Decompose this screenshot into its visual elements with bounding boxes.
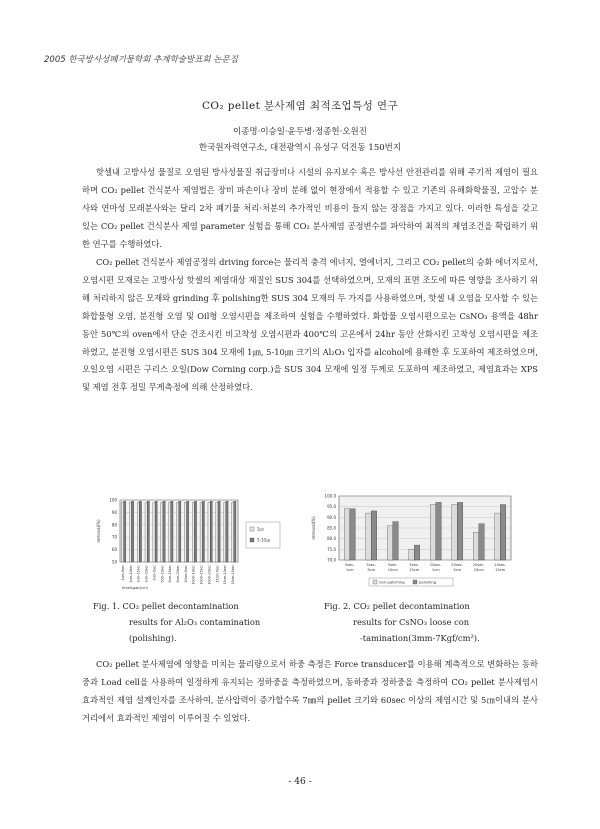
x-tick-label: 5cm-10sec bbox=[160, 565, 165, 583]
bar bbox=[129, 502, 131, 562]
x-tick-label: 15cm-5sec bbox=[215, 565, 220, 583]
x-tick-label: 5sec- bbox=[387, 563, 398, 567]
bar bbox=[179, 501, 181, 562]
x-tick-label: 10cm-10sec bbox=[191, 565, 196, 585]
x-tick-label: 20sec- bbox=[451, 563, 464, 567]
legend-swatch bbox=[250, 527, 254, 531]
bar bbox=[457, 502, 463, 560]
y-axis-label: removal(%) bbox=[96, 519, 101, 543]
bar bbox=[452, 505, 458, 560]
x-tick-label: 1cm-5sec bbox=[120, 565, 125, 581]
bar bbox=[430, 505, 436, 560]
fig2-caption-line2: results for CsNO₃ loose con bbox=[353, 617, 470, 627]
y-tick-label: 100 bbox=[109, 497, 117, 503]
x-tick-label: 20sec- bbox=[429, 563, 442, 567]
legend-label: non-polishing bbox=[379, 579, 405, 585]
x-tick-label: 15cm bbox=[409, 568, 420, 572]
legend-label: 5-10㎛ bbox=[257, 537, 271, 543]
legend-swatch bbox=[373, 580, 377, 584]
bar bbox=[137, 502, 139, 562]
bar bbox=[218, 501, 220, 562]
figure-2-svg bbox=[305, 490, 520, 595]
legend-label: 1㎛ bbox=[257, 526, 264, 532]
bar bbox=[184, 502, 186, 562]
bar bbox=[153, 502, 155, 562]
paragraph-results: CO₂ pellet 분사제염에 영향을 미치는 물리량으로서 하중 측정은 Force transducer를 이용해 계측적으로 변화하는 동하중과 Load cell을 사용하여 일정하게 유지되는 정하중을 측정하였으며, 동하중과 정하중을 측정하여 CO₂ pellet 분사제염시 효과적인 제염 설계인자를 조사하여, 분사압력이 증가할수록 7㎜의 pellet 크기와 60sec 이상의 제염시간 및 5㎝이내의 분사거리에서 효과적인 제염이 이루어질 수 있었다. bbox=[82, 659, 538, 723]
x-axis-label: time&gap(cm) bbox=[122, 586, 148, 590]
bar bbox=[200, 502, 202, 562]
fig1-caption-line2: results for Al₂O₃ contamination bbox=[129, 617, 261, 627]
bar bbox=[202, 501, 204, 562]
bar bbox=[232, 502, 234, 562]
paper-title: CO₂ pellet 분사제염 최적조업특성 연구 bbox=[201, 100, 398, 112]
y-tick-label: 80 bbox=[111, 522, 117, 528]
bar bbox=[226, 501, 228, 562]
bar bbox=[387, 526, 393, 560]
x-tick-label: 10cm bbox=[387, 568, 398, 572]
bar bbox=[163, 501, 165, 562]
x-tick-label: 20sec- bbox=[472, 563, 485, 567]
bar bbox=[216, 502, 218, 562]
legend-label: polishing bbox=[419, 579, 437, 585]
x-tick-label: 5cm-15sec bbox=[168, 565, 173, 583]
paragraph-method: CO₂ pellet 건식분사 제염공정의 driving force는 물리적 충격 에너지, 열에너지, 그리고 CO₂ pellet의 승화 에너지로서, 오염시편 모재로는 고방사성 핫셀의 제염대상 재질인 SUS 304를 선택하였으며, 모재의 표면 조도에 따른 영향을 조사하기 위해 처리하지 않은 모재와 grinding 후 polishing한 SUS 304 모재의 두 가지를 사용하였으며, 핫셀 내 오염을 모사할 수 있는 화합물형 오염, 분진형 오염 및 Oil형 오염시편을 제조하여 실험을 수행하였다. 화합물 오염시편으로는 CsNO₃ 용액을 48hr 동안 50℃의 oven에서 단순 건조시킨 비고착성 오염시편과 400℃의 고온에서 24hr 동안 산화시킨 고착성 오염시편을 제조하였고, 분진형 오염시편은 SUS 304 모재에 1㎛, 5-10㎛ 크기의 Al₂O₃ 입자를 alcohol에 용해한 후 도포하여 제조하였으며, 오일오염 시편은 구리스 오일(Dow Corning corp.)을 SUS 304 모재에 일정 두께로 도포하여 제조하였고, 제염효과는 XPS 및 제염 전후 정밀 무게측정에 의해 산정하였다. bbox=[82, 257, 538, 393]
bar bbox=[155, 501, 157, 562]
bar bbox=[145, 502, 147, 562]
page-number: - 46 - bbox=[288, 777, 312, 787]
x-tick-label: 20sec- bbox=[494, 563, 507, 567]
y-tick-label: 90.0 bbox=[327, 514, 336, 520]
figure-1-caption bbox=[93, 598, 260, 646]
bar bbox=[171, 501, 173, 562]
bar bbox=[131, 501, 133, 562]
x-tick-label: 5sec- bbox=[366, 563, 377, 567]
y-tick-label: 70 bbox=[111, 534, 117, 540]
x-tick-label: 5sec- bbox=[409, 563, 420, 567]
paragraph-intro: 핫셀내 고방사성 물질로 오염된 방사성물질 취급장비나 시설의 유지보수 혹은 방사선 안전관리를 위해 주기적 제염이 필요하며 CO₂ pellet 건식분사 제염법은 장비 파손이나 장비 분해 없이 현장에서 적용할 수 있고 기존의 유해화학물질, 고압수 분사와 연마성 모래분사와는 달리 2차 폐기물 처리·처분의 추가적인 비용이 들지 않는 장점을 가지고 있다. 이러한 특성을 갖고 있는 CO₂ pellet 건식분사 제염 parameter 실험을 통해 CO₂ 분사제염 공정변수를 파악하여 최적의 제염조건을 확립하기 위한 연구를 수행하였다. bbox=[82, 167, 538, 249]
x-tick-label: 5sec- bbox=[344, 563, 355, 567]
affiliation: 한국원자력연구소, 대전광역시 유성구 덕진동 150번지 bbox=[198, 143, 402, 153]
bar bbox=[473, 532, 479, 560]
bar bbox=[409, 549, 415, 560]
bar bbox=[479, 524, 485, 560]
x-tick-label: 1cm-10sec bbox=[128, 565, 133, 583]
x-tick-label: 5cm bbox=[453, 568, 462, 572]
x-tick-label: 5cm-20sec bbox=[176, 565, 180, 583]
authors: 이종명·이승일·윤두병·정종헌·오원진 bbox=[233, 127, 367, 137]
bar bbox=[192, 502, 194, 562]
x-tick-label: 5cm bbox=[367, 568, 376, 572]
bar bbox=[194, 501, 196, 562]
bar bbox=[436, 502, 442, 560]
x-tick-label: 15cm-10sec bbox=[223, 565, 228, 585]
bar bbox=[161, 502, 163, 562]
x-tick-label: 1cm-15sec bbox=[136, 565, 141, 583]
y-tick-label: 60 bbox=[111, 547, 117, 553]
bar bbox=[224, 502, 226, 562]
fig1-caption-line3: (polishing). bbox=[129, 633, 177, 643]
bar bbox=[366, 513, 372, 560]
bar bbox=[121, 502, 123, 562]
x-tick-label: 1cm-20sec bbox=[144, 565, 149, 583]
bar bbox=[147, 501, 149, 562]
bar bbox=[124, 501, 126, 562]
x-tick-label: 10cm-15sec bbox=[199, 565, 204, 585]
x-tick-label: 15cm-15sec bbox=[231, 565, 236, 585]
bar bbox=[500, 505, 506, 560]
figure-1-chart bbox=[90, 492, 300, 592]
y-tick-label: 90 bbox=[111, 509, 117, 515]
x-tick-label: 1cm bbox=[431, 568, 440, 572]
y-tick-label: 100.0 bbox=[324, 493, 336, 499]
bar bbox=[393, 522, 399, 560]
bar bbox=[350, 509, 356, 560]
x-tick-label: 10cm-20sec bbox=[207, 565, 212, 585]
bar bbox=[208, 502, 210, 562]
legend-swatch bbox=[413, 580, 417, 584]
figure-2-chart bbox=[305, 490, 520, 595]
y-tick-label: 70.0 bbox=[327, 557, 336, 563]
bar bbox=[414, 545, 420, 560]
bar bbox=[495, 513, 501, 560]
legend-swatch bbox=[250, 538, 254, 542]
bar bbox=[371, 511, 377, 560]
bar bbox=[139, 501, 141, 562]
y-tick-label: 50 bbox=[111, 559, 117, 565]
figure-1-svg bbox=[90, 492, 300, 592]
bar bbox=[234, 501, 236, 562]
bar bbox=[169, 502, 171, 562]
y-tick-label: 80.0 bbox=[327, 536, 336, 542]
journal-header: 2005 한국방사성폐기물학회 추계학술발표회 논문집 bbox=[44, 55, 238, 65]
y-tick-label: 95.0 bbox=[327, 504, 336, 510]
y-tick-label: 85.0 bbox=[327, 525, 336, 531]
y-axis-label: removal(%) bbox=[311, 516, 316, 540]
fig2-caption-line1: Fig. 2. CO₂ pellet decontamination bbox=[324, 601, 470, 611]
x-tick-label: 5cm-5sec bbox=[152, 565, 157, 581]
figure-2-caption bbox=[324, 598, 480, 646]
y-tick-label: 75.0 bbox=[327, 546, 336, 552]
bar bbox=[344, 509, 350, 560]
bar bbox=[187, 501, 189, 562]
fig1-caption-line1: Fig. 1. CO₂ pellet decontamination bbox=[93, 601, 239, 611]
x-tick-label: 10cm-5sec bbox=[183, 565, 188, 583]
fig2-caption-line3: -tamination(3mm-7Kgf/cm²). bbox=[360, 633, 480, 643]
bar bbox=[210, 501, 212, 562]
x-tick-label: 10cm bbox=[473, 568, 484, 572]
bar bbox=[176, 502, 178, 562]
x-tick-label: 1cm bbox=[345, 568, 354, 572]
x-tick-label: 15cm bbox=[495, 568, 506, 572]
